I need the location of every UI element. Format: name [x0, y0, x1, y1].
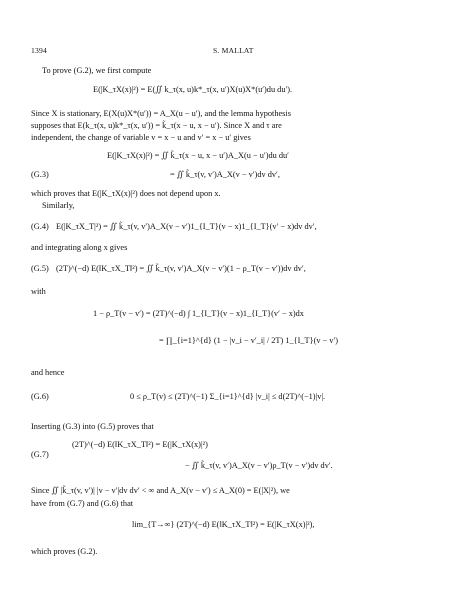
paragraph-conclusion: which proves (G.2).	[31, 547, 98, 556]
equation-label-g6: (G.6)	[31, 392, 49, 401]
equation-g3-line1: E(|K_τX(x)|²) = ∬ k̃_τ(x − u, x − u′)A_X(u − u′)du du′	[107, 151, 289, 160]
equation-label-g3: (G.3)	[31, 170, 49, 179]
paragraph-similarly: Similarly,	[42, 201, 75, 210]
paragraph-inserting: Inserting (G.3) into (G.5) proves that	[31, 422, 154, 431]
equation-label-g7: (G.7)	[31, 450, 49, 459]
equation-g4: E(|K_τX_T|²) = ∬ k̃_τ(v, v′)A_X(v − v′)1_{I_T}(v − x)1_{I_T}(v′ − x)dv dv′,	[56, 222, 317, 231]
running-title: S. MALLAT	[213, 46, 254, 55]
paragraph-and-hence: and hence	[31, 368, 65, 377]
paragraph-hypothesis: supposes that E(k_τ(x, u)k*_τ(x, u′)) = k̃_τ(x − u, x − u′). Since X and τ are	[31, 121, 282, 130]
equation-limit: lim_{T→∞} (2T)^(−d) E(‖K_τX_T‖²) = E(|K_τX(x)|²),	[132, 520, 315, 529]
paragraph-since-finite: Since ∬ |k̃_τ(v, v′)| |v − v′|dv dv′ < ∞ and A_X(v − v′) ≤ A_X(0) = E(|X|²), we	[31, 486, 290, 495]
equation-rho-line2: = ∏_{i=1}^{d} (1 − |v_i − v′_i| / 2T) 1_{I_T}(v − v′)	[159, 336, 339, 345]
equation-g7-line1: (2T)^(−d) E(‖K_τX_T‖²) = E(|K_τX(x)|²)	[72, 440, 208, 449]
paragraph-stationary: Since X is stationary, E(X(u)X*(u′)) = A_X(u − u′), and the lemma hypothesis	[31, 109, 291, 118]
equation-g3-line2: = ∬ k̃_τ(v, v′)A_X(v − v′)dv dv′,	[170, 170, 280, 179]
equation-rho-line1: 1 − ρ_T(v − v′) = (2T)^(−d) ∫ 1_{I_T}(v − x)1_{I_T}(v′ − x)dx	[93, 309, 304, 318]
paragraph-with: with	[31, 287, 46, 296]
equation-g7-line2: − ∬ k̃_τ(v, v′)A_X(v − v′)ρ_T(v − v′)dv dv′.	[185, 461, 333, 470]
equation-g6: 0 ≤ ρ_T(v) ≤ (2T)^(−1) Σ_{i=1}^{d} |v_i| ≤ d(2T)^(−1)|v|.	[130, 392, 326, 401]
paragraph-integrating: and integrating along x gives	[31, 243, 128, 252]
equation-label-g4: (G.4)	[31, 222, 49, 231]
equation-g5: (2T)^(−d) E(‖K_τX_T‖²) = ∬ k̃_τ(v, v′)A_X(v − v′)(1 − ρ_T(v − v′))dv dv′,	[56, 264, 306, 273]
paragraph-does-not-depend: which proves that E(|K_τX(x)|²) does not depend upon x.	[31, 189, 221, 198]
page-number: 1394	[31, 46, 47, 55]
paragraph-intro: To prove (G.2), we first compute	[42, 66, 152, 75]
paragraph-have-from: have from (G.7) and (G.6) that	[31, 499, 134, 508]
paragraph-change-variable: independent, the change of variable v = x − u and v′ = x − u′ gives	[31, 133, 251, 142]
equation-1: E(|K_τX(x)|²) = E(∬ k_τ(x, u)k*_τ(x, u′)X(u)X*(u′)du du′).	[93, 85, 293, 94]
equation-label-g5: (G.5)	[31, 264, 49, 273]
